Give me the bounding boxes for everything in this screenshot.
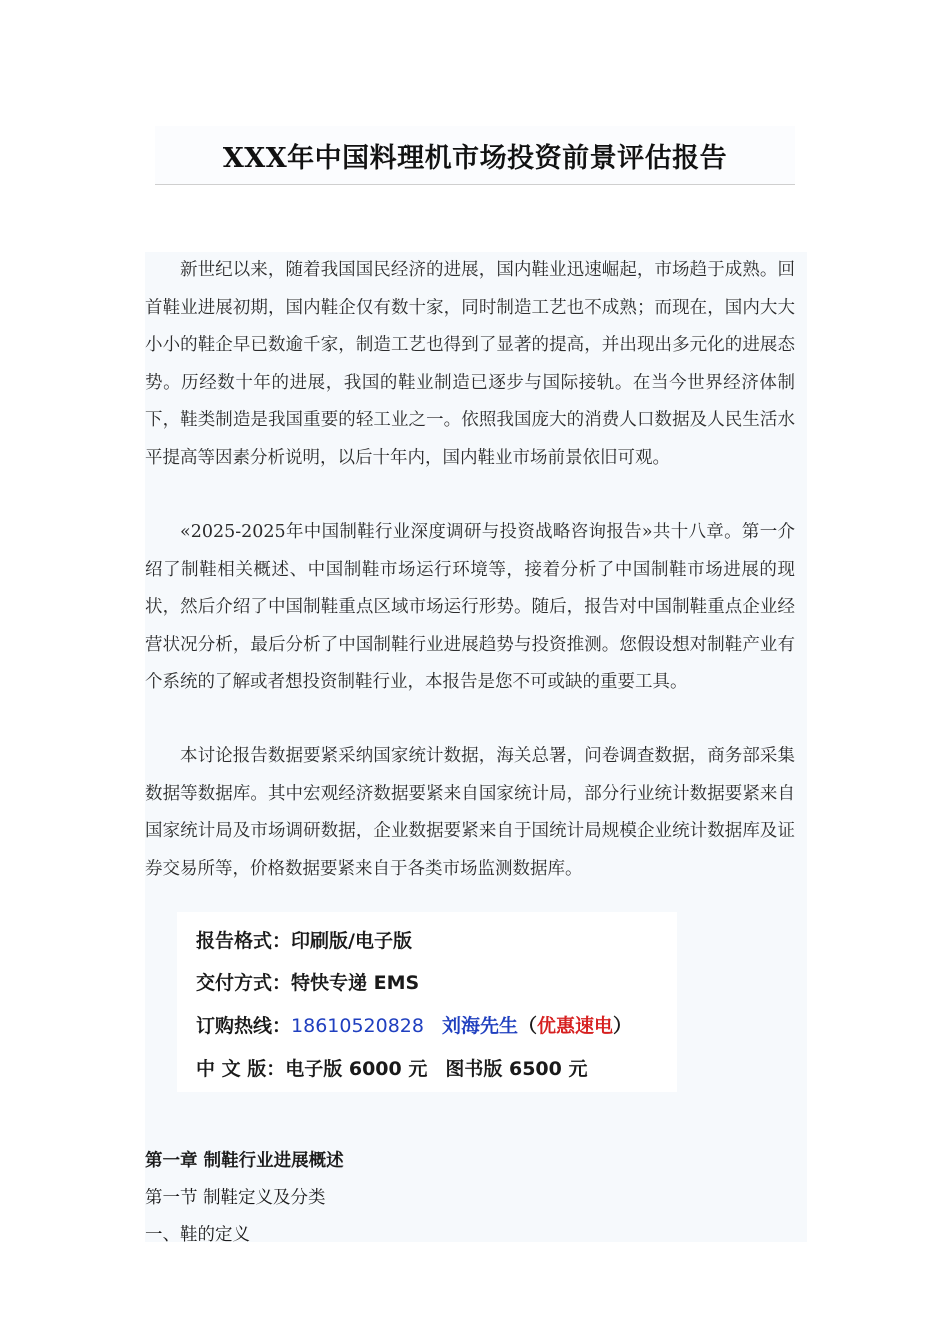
data-source-paragraph: 本讨论报告数据要紧采纳国家统计数据，海关总署，问卷调查数据，商务部采集数据等数据库。其中宏观经济数据要紧来自国家统计局，部分行业统计数据要紧来自国家统计局及市场调研数据，企业数据要紧来自于国统计局规模企业统计数据库及证券交易所等，价格数据要紧来自于各类市场监测数据库。 [145,746,795,879]
paren-open: （ [518,1015,538,1037]
chapter-heading: 第一章 制鞋行业进展概述 [145,1151,344,1171]
format-value: 印刷版/电子版 [291,930,412,952]
order-info-box [177,912,677,1092]
content-area [145,252,807,1245]
format-label: 报告格式： [196,930,292,952]
hotline-label: 订购热线： [196,1015,292,1037]
report-summary-paragraph: «2025-2025年中国制鞋行业深度调研与投资战略咨询报告»共十八章。第一介绍了制鞋相关概述、中国制鞋市场运行环境等，接着分析了中国制鞋市场进展的现状，然后介绍了中国制鞋重点区域市场运行形势。随后，报告对中国制鞋重点企业经营状况分析，最后分析了中国制鞋行业进展趋势与投资推测。您假设想对制鞋产业有个系统的了解或者想投资制鞋行业，本报告是您不可或缺的重要工具。 [145,522,795,692]
hotline-contact: 刘海先生 [442,1015,519,1037]
intro-paragraph: 新世纪以来，随着我国国民经济的进展，国内鞋业迅速崛起，市场趋于成熟。回首鞋业进展初期，国内鞋企仅有数十家，同时制造工艺也不成熟；而现在，国内大大小小的鞋企早已数逾千家，制造工艺也得到了显著的提高，并出现出多元化的进展态势。历经数十年的进展，我国的鞋业制造已逐步与国际接轨。在当今世界经济体制下，鞋类制造是我国重要的轻工业之一。依照我国庞大的消费人口数据及人民生活水平提高等因素分析说明，以后十年内，国内鞋业市场前景依旧可观。 [145,260,795,468]
price-electronic: 电子版 6000 元 [285,1058,428,1080]
hotline-phone: 18610520828 [291,1015,424,1037]
report-format-line [196,926,412,953]
hotline-promo: 优惠速电 [537,1015,614,1037]
price-line [196,1054,587,1081]
paren-close: ） [613,1015,633,1037]
section-heading: 第一节 制鞋定义及分类 [145,1188,326,1208]
delivery-label: 交付方式： [196,972,292,994]
delivery-value: 特快专递 EMS [291,972,420,994]
hotline-line [196,1011,632,1038]
title-banner [155,126,795,185]
delivery-line [196,968,419,995]
price-book: 图书版 6500 元 [445,1058,588,1080]
price-label: 中 文 版： [196,1058,286,1080]
document-title: XXX年中国料理机市场投资前景评估报告 [222,142,728,174]
item-heading: 一、鞋的定义 [145,1225,250,1245]
